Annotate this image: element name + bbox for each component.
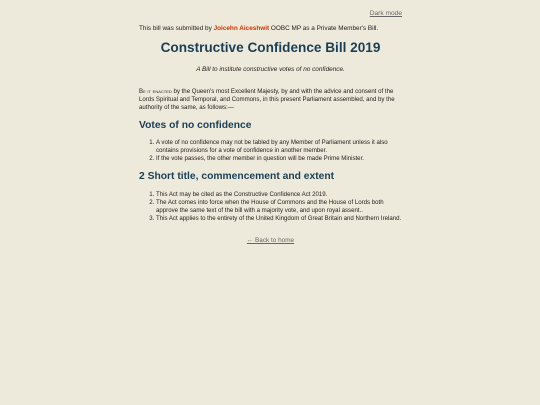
bill-title: Constructive Confidence Bill 2019 [160, 40, 381, 55]
submission-suffix: OOBC MP as a Private Member's Bill. [269, 25, 379, 32]
back-to-home-link[interactable]: ← Back to home [246, 237, 295, 244]
enacting-smallcaps: Be it enacted [139, 88, 172, 95]
submission-prefix: This bill was submitted by [139, 25, 214, 32]
enacting-text: by the Queen's most Excellent Majesty, by and with the advice and consent of the Lords Spiritual and Temporal, and Commons, in this present Parliament assembled, and by the authority of the same, as follows:— [139, 88, 395, 112]
submitter-name: Joicehn Aiceshwit [213, 25, 270, 32]
list-item: 3. This Act applies to the entirety of the United Kingdom of Great Britain and Northern Ireland. [156, 215, 402, 223]
list-item: 1. This Act may be cited as the Constructive Confidence Act 2019. [156, 191, 402, 199]
list-item: 2. The Act comes into force when the House of Commons and the House of Lords both approve the same text of the bill with a majority vote, and upon royal assent.. [156, 199, 402, 215]
enacting-formula [139, 88, 402, 113]
list-item: 1. A vote of no confidence may not be tabled by any Member of Parliament unless it also contains provisions for a vote of confidence in another member. [156, 139, 402, 155]
section-list-short-title [139, 191, 402, 223]
list-item: 2. If the vote passes, the other member in question will be made Prime Minister. [156, 155, 402, 163]
long-title: A Bill to institute constructive votes of no confidence. [196, 66, 345, 73]
section-list-votes [139, 139, 402, 163]
section-heading-short-title: 2 Short title, commencement and extent [139, 171, 335, 182]
submission-note [139, 25, 378, 32]
dark-mode-toggle[interactable]: Dark mode [369, 10, 402, 17]
section-heading-votes: Votes of no confidence [139, 120, 252, 131]
